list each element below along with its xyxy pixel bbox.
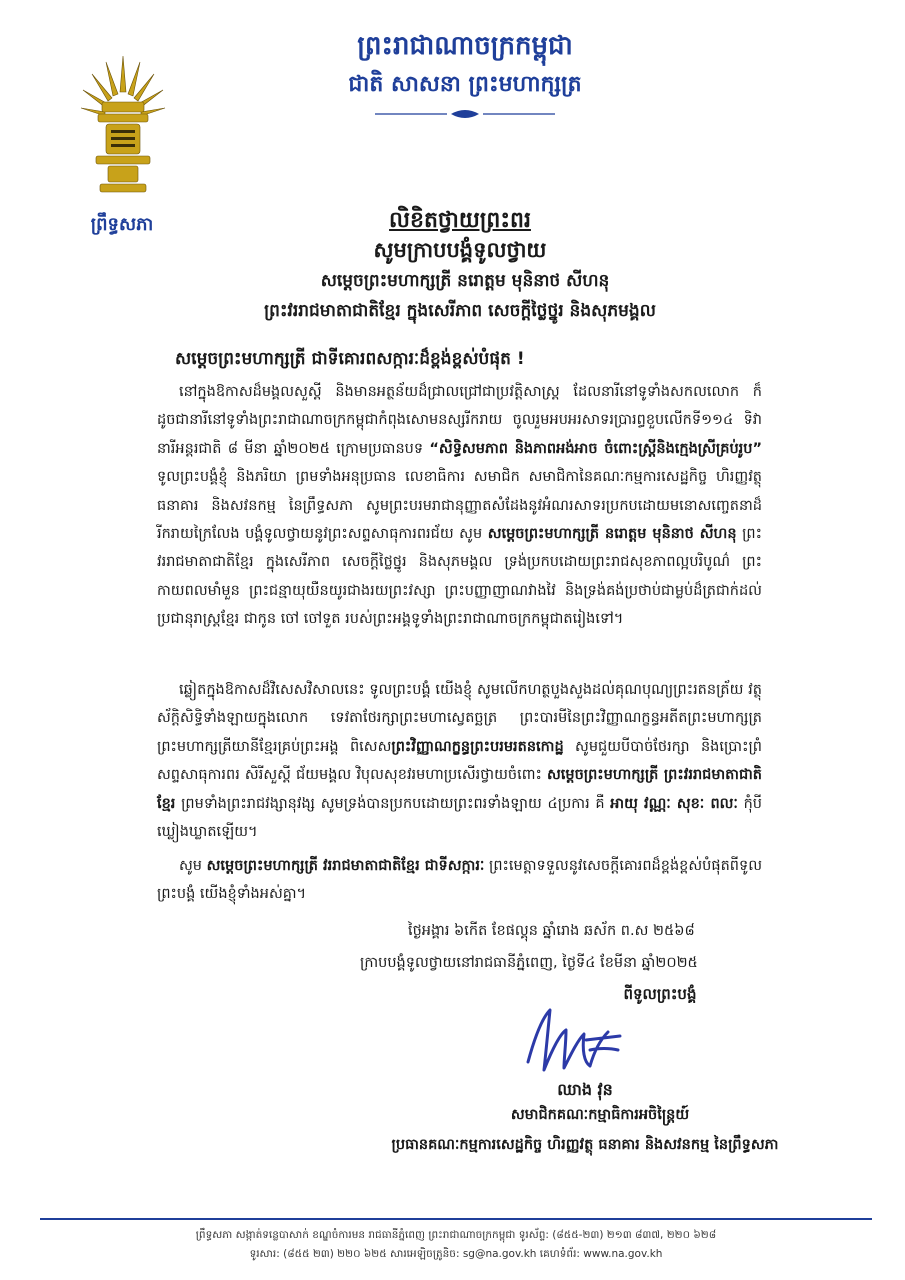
- national-motto: ជាតិ សាសនា ព្រះមហាក្សត្រ: [348, 72, 582, 97]
- paragraph-1-text-a: នៅក្នុងឱកាសដ៏មង្គលសួស្ដី និងមានអត្ថន័យដ៏ជ្រាលជ្រៅជាប្រវត្តិសាស្ត្រ ដែលនារីនៅទូទាំងសកលលោក ក៏ដូចជានារីនៅទូទាំងព្រះរាជាណាចក្រកម្ពុជាកំពុងសោមនស្សរីករាយ ចូលរួមអបអរសាទរប្រារព្ធខួបលើកទី១១៤ ទិវានារីអន្តរជាតិ ៨ មីនា ឆ្នាំ២០២៥ ក្រោមប្រធានបទ: [157, 384, 762, 457]
- paragraph-1-text-c: ព្រះវររាជមាតាជាតិខ្មែរ ក្នុងសេរីភាព សេចក្ដីថ្លៃថ្នូរ និងសុភមង្គល ទ្រង់ប្រកបដោយព្រះរាជសុខភាពល្អបរិបូណ៌ ព្រះកាយពលមាំមួន ព្រះជន្មាយុយឺនយូរជាងរយព្រះវស្សា ព្រះបញ្ញាញាណវាងវៃ និងទ្រង់គង់ប្រថាប់ជាម្លប់ដ៏ត្រជាក់ដល់ប្រជានុរាស្ត្រខ្មែរ ជាកូន ចៅ ចៅទួត របស់ព្រះអង្គទូទាំងព្រះរាជាណាចក្រកម្ពុជាតរៀងទៅ។: [157, 526, 762, 628]
- paragraph-1-name: សម្ដេចព្រះមហាក្សត្រី នរោត្តម មុនិនាថ សីហនុ: [487, 526, 737, 543]
- institution-label: ព្រឹទ្ធសភា: [90, 214, 154, 235]
- royal-coat-of-arms-icon: [78, 52, 168, 202]
- paragraph-3: [157, 852, 762, 910]
- signature-image: [520, 1000, 630, 1090]
- paragraph-3-text-a: សូម: [179, 858, 207, 874]
- lunar-date: ថ្ងៃអង្គារ ៦កើត ខែផល្គុន ឆ្នាំរោង ឆស័ក ព.ស ២៥៦៨: [408, 923, 695, 939]
- paragraph-2-blessings: អាយុ វណ្ណៈ សុខៈ ពលៈ: [610, 795, 738, 812]
- paragraph-3-text-b: ព្រះមេត្តាទទួលនូវសេចក្ដីគោរពដ៏ខ្ពង់ខ្ពស់បំផុតពីទូលព្រះបង្គំ យើងខ្ញុំទាំងអស់គ្នា។: [157, 858, 763, 903]
- paragraph-3-name: សម្ដេចព្រះមហាក្សត្រី វររាជមាតាជាតិខ្មែរ ជាទីសក្ការៈ: [206, 858, 485, 874]
- king-name-title: សម្ដេចព្រះមហាក្សត្រី នរោត្តម មុនិនាថ សីហនុ: [320, 271, 610, 291]
- paragraph-2-spirit: ព្រះវិញ្ញាណក្ខន្ធព្រះបរមរតនកោដ្ឋ: [391, 738, 564, 755]
- signer-title-2: ប្រធានគណៈកម្មការសេដ្ឋកិច្ច ហិរញ្ញវត្ថុ ធនាគារ និងសវនកម្ម នៃព្រឹទ្ធសភា: [391, 1137, 779, 1153]
- letter-type-title: លិខិតថ្វាយព្រះពរ: [389, 208, 531, 233]
- ornament-divider-icon: [375, 108, 555, 120]
- kingdom-heading: ព្រះរាជាណាចក្រកម្ពុជា: [357, 31, 573, 61]
- footer-divider: [40, 1218, 872, 1220]
- paragraph-2-name: សម្ដេចព្រះមហាក្សត្រី ព្រះវររាជមាតាជាតិខ្មែរ: [157, 767, 762, 812]
- paragraph-2-text-c: ព្រមទាំងព្រះរាជវង្សានុវង្ស សូមទ្រង់បានប្រកបដោយព្រះពរទាំងឡាយ ៤ប្រការ គឺ: [175, 795, 611, 812]
- king-title-line: ព្រះវររាជមាតាជាតិខ្មែរ ក្នុងសេរីភាព សេចក្ដីថ្លៃថ្នូរ និងសុភមង្គល: [264, 301, 656, 321]
- paragraph-2-text-d: កុំបីឃ្លៀងឃ្លាតឡើយ។: [157, 795, 762, 841]
- paragraph-1-theme: “សិទ្ធិសមភាព និងភាពអង់អាច ចំពោះស្ត្រីនិងក្មេងស្រីគ្រប់រូប”: [429, 440, 762, 457]
- paragraph-2-text-b: សូមជួយបីបាច់ថែរក្សា និងប្រោះព្រំសព្ទសាធុការពរ សិរីសួស្ដី ជ័យមង្គល វិបុលសុខវរមហាប្រសើរថ្វាយចំពោះ: [157, 738, 762, 784]
- paragraph-1-text-b: ទូលព្រះបង្គំខ្ញុំ និងភរិយា ព្រមទាំងអនុប្រធាន លេខាធិការ សមាជិក សមាជិកានៃគណៈកម្មការសេដ្ឋកិច្ច ហិរញ្ញវត្ថុ ធនាគារ និងសវនកម្ម នៃព្រឹទ្ធសភា សូមព្រះបរមរាជានុញ្ញាតសំដែងនូវអំណរសាទរប្រកបដោយមនោសញ្ចេតនាដ៏រីករាយក្រៃលែង បង្គំទូលថ្វាយនូវព្រះសព្ទសាធុការពរជ័យ សូម: [157, 469, 762, 543]
- paragraph-1: [157, 378, 762, 662]
- from-label: ពីទូលព្រះបង្គំ: [623, 985, 697, 1003]
- paragraph-2-text-a: ឆ្លៀតក្នុងឱកាសដ៏វិសេសវិសាលនេះ ទូលព្រះបង្គំ យើងខ្ញុំ សូមលើកហត្ថបួងសួងដល់គុណបុណ្យព្រះរតនត្រ័យ វត្ថុស័ក្ដិសិទ្ធិទាំងឡាយក្នុងលោក ទេវតាថែរក្សាព្រះមហាស្វេតច្ឆត្រ ព្រះបារមីនៃព្រះវិញ្ញាណក្ខន្ធអតីតព្រះមហាក្សត្រ ព្រះមហាក្សត្រីយានីខ្មែរគ្រប់ព្រះអង្គ ពិសេស: [157, 682, 762, 755]
- signer-name: ឈាង វុន: [557, 1080, 613, 1099]
- footer-contact: ទូរសារ: (៨៥៥ ២៣) ២២០ ៦២៥ សារអេឡិចត្រូនិច: sg@na.gov.kh គេហទំព័រ: www.na.gov.kh: [249, 1248, 663, 1260]
- solar-date: ក្រាបបង្គំទូលថ្វាយនៅរាជធានីភ្នំពេញ, ថ្ងៃទី៤ ខែមីនា ឆ្នាំ២០២៥: [360, 955, 698, 971]
- audience-title: សូមក្រាបបង្គំទូលថ្វាយ: [373, 238, 547, 262]
- paragraph-2: [157, 676, 762, 846]
- footer-address: ព្រឹទ្ធសភា សង្កាត់ទន្លេបាសាក់ ខណ្ឌចំការមន រាជធានីភ្នំពេញ ព្រះរាជាណាចក្រកម្ពុជា ទូរស័ព្ទ: (៨៥៥-២៣) ២១៣ ៨៣៧, ២២០ ៦២៨: [195, 1229, 717, 1241]
- signer-title-1: សមាជិកគណៈកម្មាធិការអចិន្ត្រៃយ៍: [510, 1107, 690, 1123]
- salutation: សម្ដេចព្រះមហាក្សត្រី ជាទីគោរពសក្ការៈដ៏ខ្ពង់ខ្ពស់បំផុត !: [175, 349, 525, 369]
